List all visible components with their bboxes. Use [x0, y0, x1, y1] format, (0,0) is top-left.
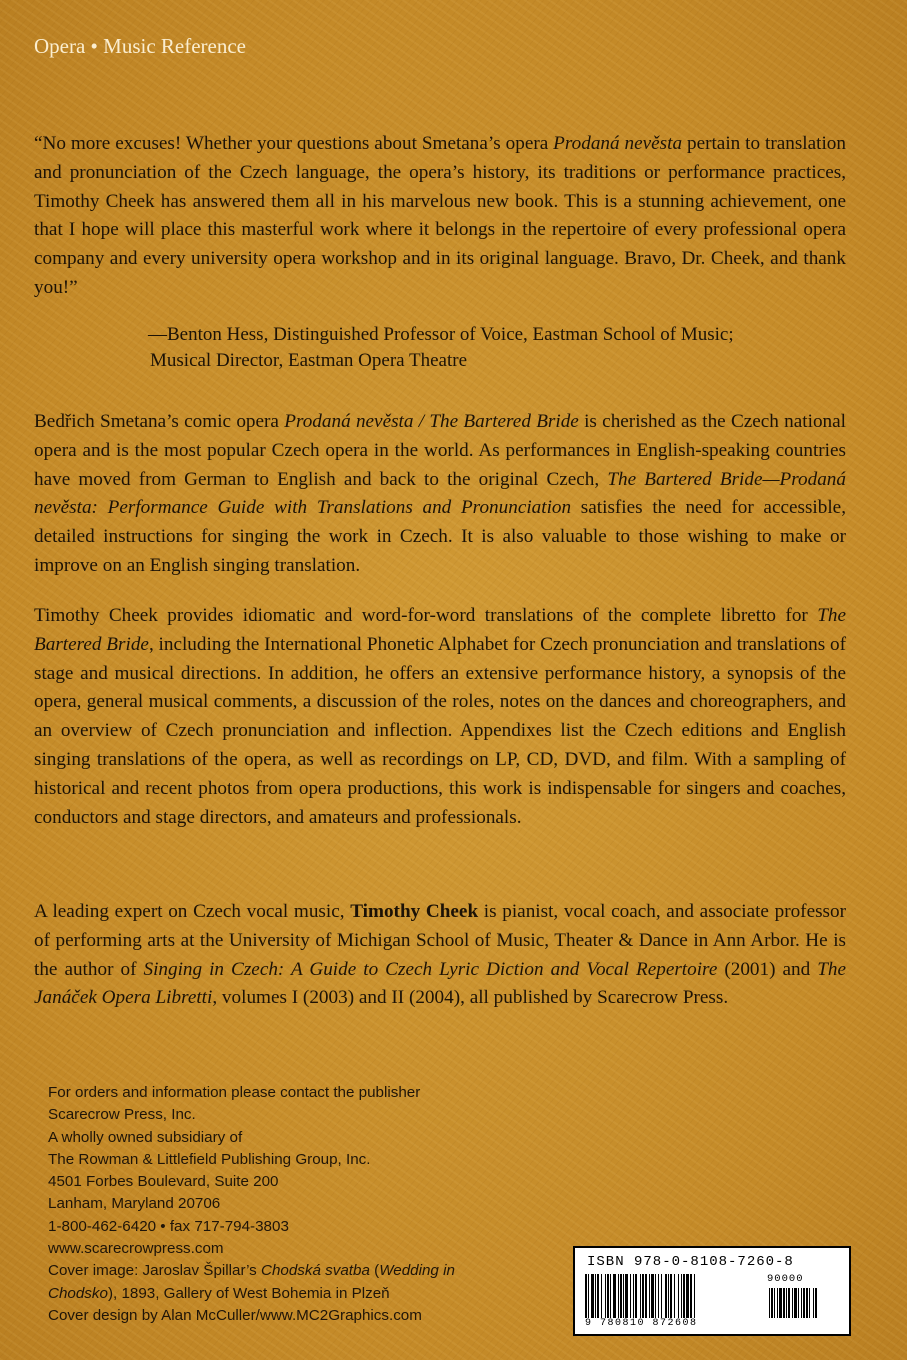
cover-design-credit: Cover design by Alan McCuller/www.MC2Graphics.com	[48, 1306, 422, 1324]
bio-text-b: is pianist, vocal coach, and associate professor of performing arts at the University of Michigan School of Music, Theater & Dance in Ann Arbor. He is the author of	[34, 901, 847, 980]
publisher-website: www.scarecrowpress.com	[48, 1240, 224, 1258]
attribution-line-1: —Benton Hess, Distinguished Professor of Voice, Eastman School of Music;	[148, 324, 734, 345]
desc1-text-b: is cherished as the Czech national opera and is the most popular Czech opera in the world. As performances in English-speaking countries have moved from German to English and back to the original Czech,	[34, 411, 846, 490]
publisher-info	[48, 1082, 568, 1327]
endorsement-attribution	[148, 322, 848, 374]
publisher-phone: 1-800-462-6420 • fax 717-794-3803	[48, 1217, 289, 1235]
description-paragraph-2	[34, 602, 846, 832]
bio-book-2: The Janáček Opera Libretti	[34, 958, 846, 1009]
desc1-opera-title: Prodaná nevěsta / The Bartered Bride	[284, 411, 579, 432]
publisher-line-1: For orders and information please contact the publisher	[48, 1084, 421, 1101]
category-label: Opera • Music Reference	[34, 34, 246, 58]
desc2-text-b: , including the International Phonetic Alphabet for Czech pronunciation and translations of stage and musical directions. In addition, he offers an extensive performance history, a synopsis of the opera, general musical comments, a discussion of the roles, notes on the dances and choreographers, and an overview of Czech pronunciation and inflection. Appendixes list the Czech editions and English singing translations of the opera, as well as recordings on LP, CD, DVD, and film. With a sampling of historical and recent photos from opera productions, this work is indispensable for singers and coaches, conductors and stage directors, and amateurs and professionals.	[34, 633, 846, 828]
publisher-line-5: 4501 Forbes Boulevard, Suite 200	[48, 1173, 279, 1191]
cover-credit-text-a: Cover image: Jaroslav Špillar’s	[48, 1262, 261, 1280]
publisher-line-3: A wholly owned subsidiary of	[48, 1128, 243, 1146]
desc1-book-title: The Bartered Bride—Prodaná nevěsta: Performance Guide with Translations and Pronunciation	[34, 468, 846, 519]
cover-painting-translation-2: Chodsko	[48, 1284, 108, 1302]
bio-text-c: (2001) and	[717, 958, 818, 980]
publisher-line-4: The Rowman & Littlefield Publishing Group, Inc.	[48, 1150, 371, 1168]
publisher-line-6: Lanham, Maryland 20706	[48, 1195, 221, 1213]
desc1-text-a: Bedřich Smetana’s comic opera	[34, 411, 285, 432]
cover-painting-translation-1: Wedding in	[379, 1262, 455, 1280]
isbn-barcode	[573, 1246, 851, 1336]
quote-opera-title: Prodaná nevěsta	[553, 133, 683, 154]
cover-image-credit	[48, 1260, 568, 1282]
publisher-line-2: Scarecrow Press, Inc.	[48, 1106, 196, 1124]
bio-book-1: Singing in Czech: A Guide to Czech Lyric Diction and Vocal Repertoire	[143, 958, 718, 980]
bio-text-d: , volumes I (2003) and II (2004), all published by Scarecrow Press.	[212, 987, 729, 1009]
price-code: 90000	[767, 1273, 804, 1285]
bio-text-a: A leading expert on Czech vocal music,	[34, 901, 351, 922]
description-paragraph-1	[34, 408, 846, 581]
desc1-text-c: satisfies the need for accessible, detailed instructions for singing the work in Czech. It is also valuable to those wishing to make or improve on an English singing translation.	[34, 497, 847, 576]
attribution-line-2: Musical Director, Eastman Opera Theatre	[150, 350, 468, 371]
author-bio	[34, 898, 846, 1013]
quote-text-2: pertain to translation and pronunciation of the Czech language, the opera’s history, its traditions or performance practices, Timothy Cheek has answered them all in his marvelous new book. This is a stunning achievement, one that I hope will place this masterful work where it belongs in the repertoire of every professional opera company and every university opera workshop and in its original language. Bravo, Dr. Cheek, and thank you!”	[34, 133, 846, 298]
isbn-text: ISBN 978-0-8108-7260-8	[587, 1254, 794, 1270]
endorsement-quote	[34, 130, 846, 303]
desc2-text-a: Timothy Cheek provides idiomatic and word-for-word translations of the complete libretto for	[34, 605, 818, 626]
cover-painting-title: Chodská svatba	[261, 1262, 370, 1280]
barcode-digits: 9 780810 872608	[585, 1318, 698, 1329]
cover-credit-text-c: ), 1893, Gallery of West Bohemia in Plzeň	[107, 1284, 390, 1302]
quote-text-1: “No more excuses! Whether your questions about Smetana’s opera	[34, 133, 554, 154]
cover-credit-text-b: (	[369, 1262, 380, 1280]
desc2-opera-title: The Bartered Bride	[34, 605, 846, 655]
author-name: Timothy Cheek	[350, 901, 479, 922]
cover-image-credit-cont	[48, 1283, 568, 1305]
